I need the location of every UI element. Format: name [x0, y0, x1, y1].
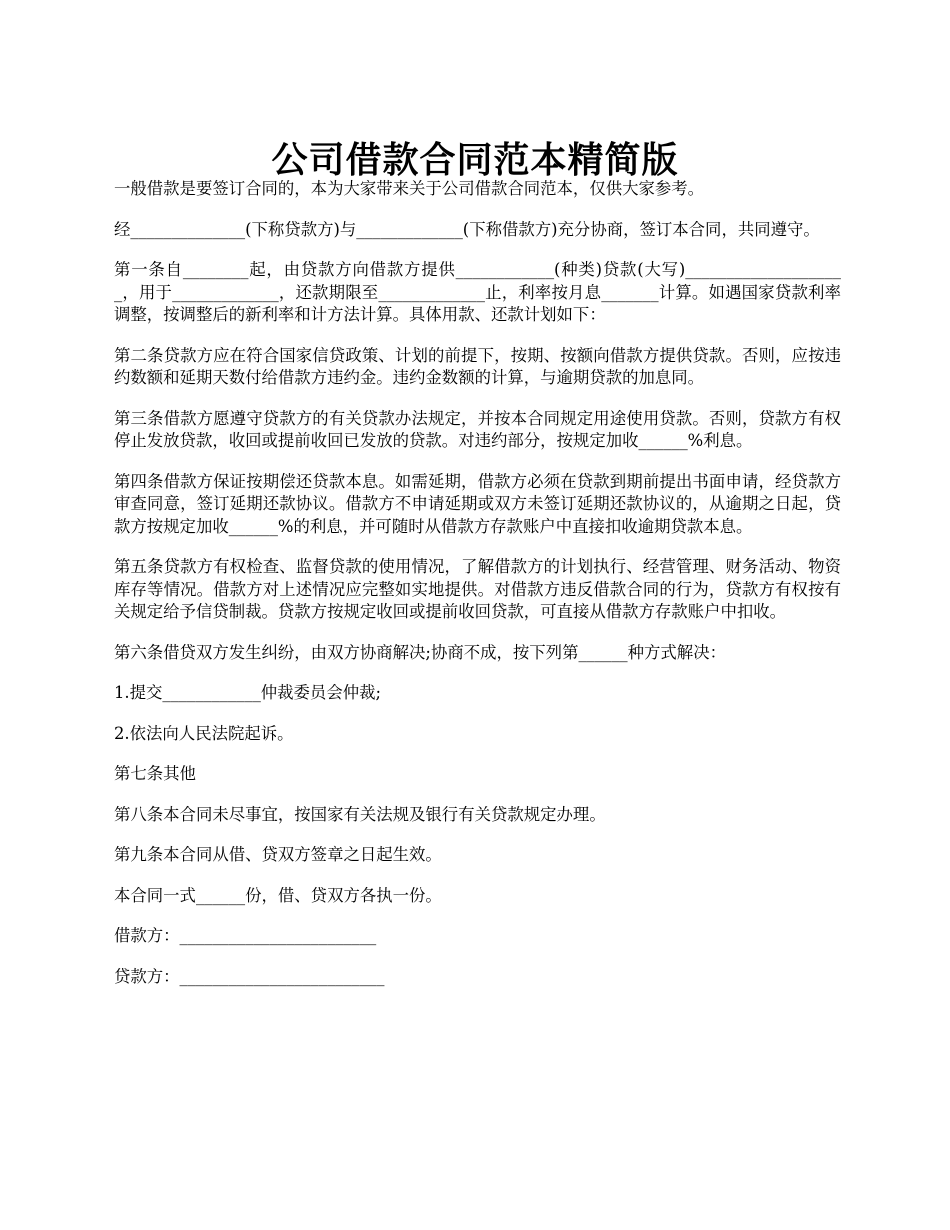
article-4: 第四条借款方保证按期偿还贷款本息。如需延期，借款方必须在贷款到期前提出书面申请，经贷款方审查同意，签订延期还款协议。借款方不申请延期或双方未签订延期还款协议的，从逾期之日起，贷款方按规定加收______%的利息，并可随时从借款方存款账户中直接扣收逾期贷款本息。 — [114, 471, 841, 536]
article-1: 第一条自________起，由贷款方向借款方提供____________(种类)贷款(大写)____________________，用于_____________，还款期限至_____________止，利率按月息_______计算。如遇国家贷款利率调整，按调整后的新利率和计方法计算。具体用款、还款计划如下： — [114, 260, 841, 324]
article-2: 第二条贷款方应在符合国家信贷政策、计划的前提下，按期、按额向借款方提供贷款。否则，应按违约数额和延期天数付给借款方违约金。违约金数额的计算，与逾期贷款的加息同。 — [114, 345, 841, 387]
article-7: 第七条其他 — [114, 764, 196, 783]
article-5: 第五条贷款方有权检查、监督贷款的使用情况，了解借款方的计划执行、经营管理、财务活动、物资库存等情况。借款方对上述情况应完整如实地提供。对借款方违反借款合同的行为，贷款方有权按有关规定给予信贷制裁。贷款方按规定收回或提前收回贷款，可直接从借款方存款账户中扣收。 — [114, 557, 841, 621]
intro-paragraph: 一般借款是要签订合同的，本为大家带来关于公司借款合同范本，仅供大家参考。 — [114, 179, 705, 198]
parties-paragraph: 经______________(下称贷款方)与_____________(下称借款方)充分协商，签订本合同，共同遵守。 — [114, 219, 820, 239]
lender-signature-line: 贷款方：_________________________ — [114, 966, 385, 986]
document-title: 公司借款合同范本精简版 — [271, 139, 679, 182]
borrower-signature-line: 借款方：________________________ — [114, 926, 377, 945]
article-6-option-1: 1.提交____________仲裁委员会仲裁; — [114, 683, 382, 702]
article-6: 第六条借贷双方发生纠纷，由双方协商解决;协商不成，按下列第______种方式解决： — [114, 642, 726, 662]
article-9: 第九条本合同从借、贷双方签章之日起生效。 — [114, 845, 442, 864]
document-body — [114, 178, 841, 1006]
copies-paragraph: 本合同一式______份，借、贷双方各执一份。 — [114, 885, 442, 905]
article-8: 第八条本合同未尽事宜，按国家有关法规及银行有关贷款规定办理。 — [114, 804, 606, 824]
article-3: 第三条借款方愿遵守贷款方的有关贷款办法规定，并按本合同规定用途使用贷款。否则，贷款方有权停止发放贷款，收回或提前收回已发放的贷款。对违约部分，按规定加收______%利息。 — [114, 408, 841, 450]
article-6-option-2: 2.依法向人民法院起诉。 — [114, 723, 294, 743]
